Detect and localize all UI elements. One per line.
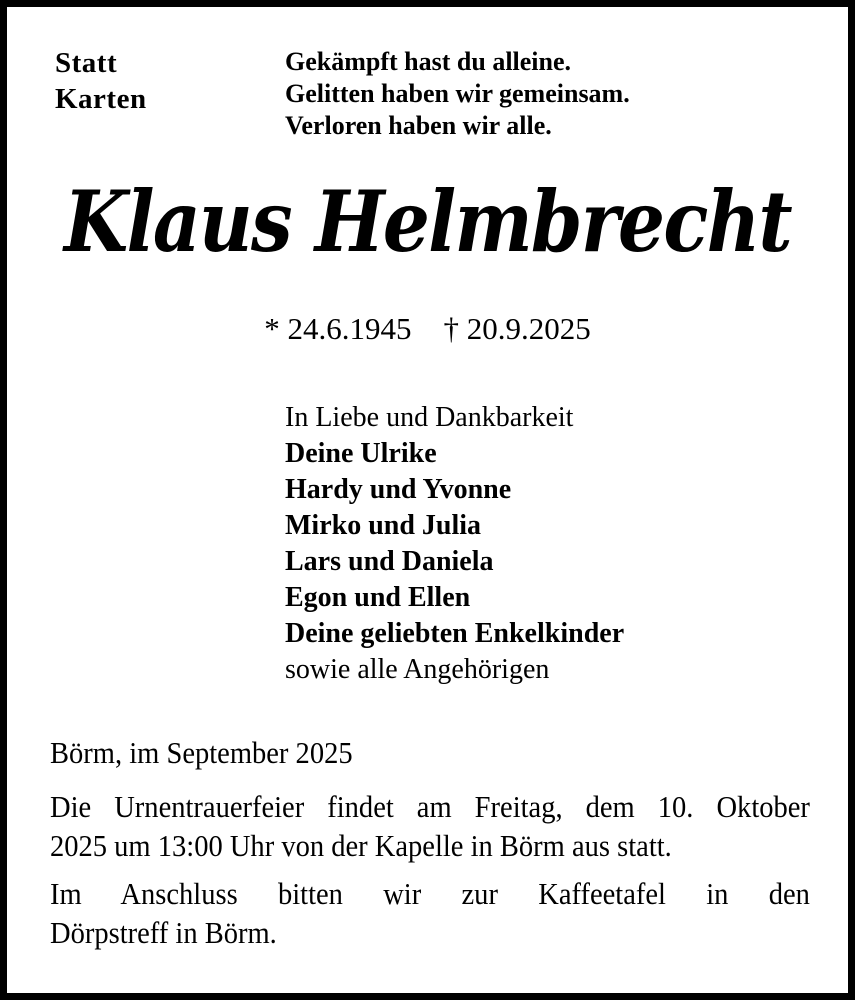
verse-line: Gelitten haben wir gemeinsam. xyxy=(285,79,630,108)
mourners-list xyxy=(285,400,624,688)
announcement-line: Die Urnentrauerfeier findet am Freitag, dem 10. Oktober xyxy=(50,789,810,824)
statt-karten-kicker xyxy=(55,45,147,117)
mourner-name: Lars und Daniela xyxy=(285,546,494,577)
kicker-line: Statt xyxy=(55,47,118,79)
mourners-outro: sowie alle Angehörigen xyxy=(285,654,550,685)
place-and-date: Börm, im September 2025 xyxy=(50,735,353,770)
mourner-name: Deine Ulrike xyxy=(285,438,437,469)
announcement-line: Dörpstreff in Börm. xyxy=(50,915,277,950)
mourner-name: Deine geliebten Enkelkinder xyxy=(285,618,625,649)
mourner-name: Hardy und Yvonne xyxy=(285,474,512,505)
mourners-intro: In Liebe und Dankbarkeit xyxy=(285,402,574,433)
mourner-name: Egon und Ellen xyxy=(285,582,471,613)
verse-line: Verloren haben wir alle. xyxy=(285,111,552,140)
announcement-line: Im Anschluss bitten wir zur Kaffeetafel in den xyxy=(50,876,810,911)
announcement-line: 2025 um 13:00 Uhr von der Kapelle in Börm aus statt. xyxy=(50,828,672,863)
deceased-name: Klaus Helmbrecht xyxy=(64,172,791,271)
funeral-announcement xyxy=(50,787,810,865)
birth-date: * 24.6.1945 xyxy=(264,311,412,346)
life-dates xyxy=(0,310,855,347)
mourner-name: Mirko und Julia xyxy=(285,510,482,541)
memorial-verse xyxy=(285,46,630,142)
kicker-line: Karten xyxy=(55,83,147,115)
verse-line: Gekämpft hast du alleine. xyxy=(285,47,572,76)
reception-announcement xyxy=(50,874,810,952)
death-date: † 20.9.2025 xyxy=(443,311,591,346)
